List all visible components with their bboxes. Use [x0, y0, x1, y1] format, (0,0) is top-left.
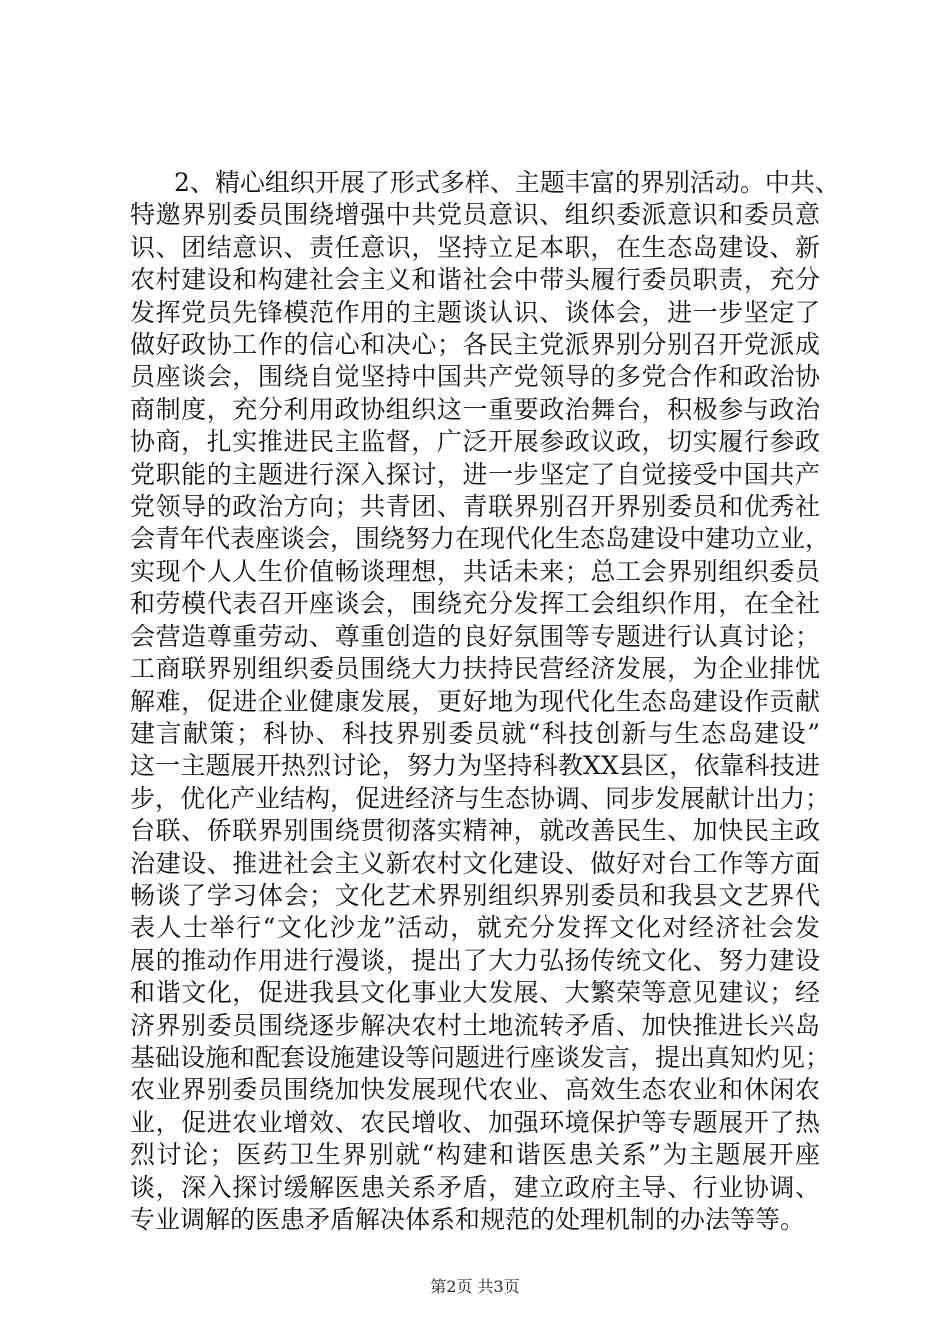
text-line: 会青年代表座谈会，围绕努力在现代化生态岛建设中建功立业，: [130, 524, 831, 554]
text-line: 党领导的政治方向；共青团、青联界别召开界别委员和优秀社: [130, 492, 820, 522]
text-line: 实现个人人生价值畅谈理想，共话未来；总工会界别组织委员: [130, 556, 820, 586]
text-line: 和谐文化，促进我县文化事业大发展、大繁荣等意见建议；经: [130, 978, 820, 1008]
text-line: 做好政协工作的信心和决心；各民主党派界别分别召开党派成: [130, 330, 820, 360]
text-line: 烈讨论；医药卫生界别就“构建和谐医患关系”为主题展开座: [130, 1140, 820, 1170]
text-line: 党职能的主题进行深入探讨，进一步坚定了自觉接受中国共产: [130, 459, 820, 489]
page-footer: 第2页 共3页: [430, 1277, 520, 1296]
text-line: 畅谈了学习体会；文化艺术界别组织界别委员和我县文艺界代: [130, 880, 820, 910]
text-line: 识、团结意识、责任意识，坚持立足本职，在生态岛建设、新: [130, 232, 820, 262]
text-line: 解难，促进企业健康发展，更好地为现代化生态岛建设作贡献: [130, 686, 820, 716]
text-line: 台联、侨联界别围绕贯彻落实精神，就改善民生、加快民主政: [130, 816, 820, 846]
text-line: 业，促进农业增效、农民增收、加强环境保护等专题展开了热: [130, 1107, 820, 1137]
body-paragraph: [130, 167, 840, 1236]
text-line: 谈，深入探讨缓解医患关系矛盾，建立政府主导、行业协调、: [130, 1172, 820, 1202]
text-line: 基础设施和配套设施建设等问题进行座谈发言，提出真知灼见；: [130, 1042, 831, 1072]
text-line: 治建设、推进社会主义新农村文化建设、做好对台工作等方面: [130, 848, 820, 878]
text-line: 发挥党员先锋模范作用的主题谈认识、谈体会，进一步坚定了: [130, 297, 820, 327]
text-line: 专业调解的医患矛盾解决体系和规范的处理机制的办法等等。: [130, 1205, 806, 1234]
text-line: 展的推动作用进行漫谈，提出了大力弘扬传统文化、努力建设: [130, 945, 820, 975]
text-line: 农业界别委员围绕加快发展现代农业、高效生态农业和休闲农: [130, 1075, 820, 1105]
text-line: 商制度，充分利用政协组织这一重要政治舞台，积极参与政治: [130, 394, 820, 424]
text-line: 建言献策；科协、科技界别委员就“科技创新与生态岛建设”: [130, 718, 820, 748]
text-line: 和劳模代表召开座谈会，围绕充分发挥工会组织作用，在全社: [130, 589, 820, 619]
text-line: 这一主题展开热烈讨论，努力为坚持科教XX县区，依靠科技进: [130, 751, 820, 781]
text-line: 济界别委员围绕逐步解决农村土地流转矛盾、加快推进长兴岛: [130, 1010, 820, 1040]
text-line: 工商联界别组织委员围绕大力扶持民营经济发展，为企业排忧: [130, 654, 820, 684]
text-line: 会营造尊重劳动、尊重创造的良好氛围等专题进行认真讨论；: [130, 621, 820, 651]
text-line: 特邀界别委员围绕增强中共党员意识、组织委派意识和委员意: [130, 200, 820, 230]
text-line: 员座谈会，围绕自觉坚持中国共产党领导的多党合作和政治协: [130, 362, 820, 392]
text-line: 农村建设和构建社会主义和谐社会中带头履行委员职责，充分: [130, 265, 820, 295]
text-line: 步，优化产业结构，促进经济与生态协调、同步发展献计出力；: [130, 783, 831, 813]
text-line: 表人士举行“文化沙龙”活动，就充分发挥文化对经济社会发: [130, 913, 820, 943]
text-line: 2、精心组织开展了形式多样、主题丰富的界别活动。中共、: [174, 168, 840, 197]
text-line: 协商，扎实推进民主监督，广泛开展参政议政，切实履行参政: [130, 427, 820, 457]
